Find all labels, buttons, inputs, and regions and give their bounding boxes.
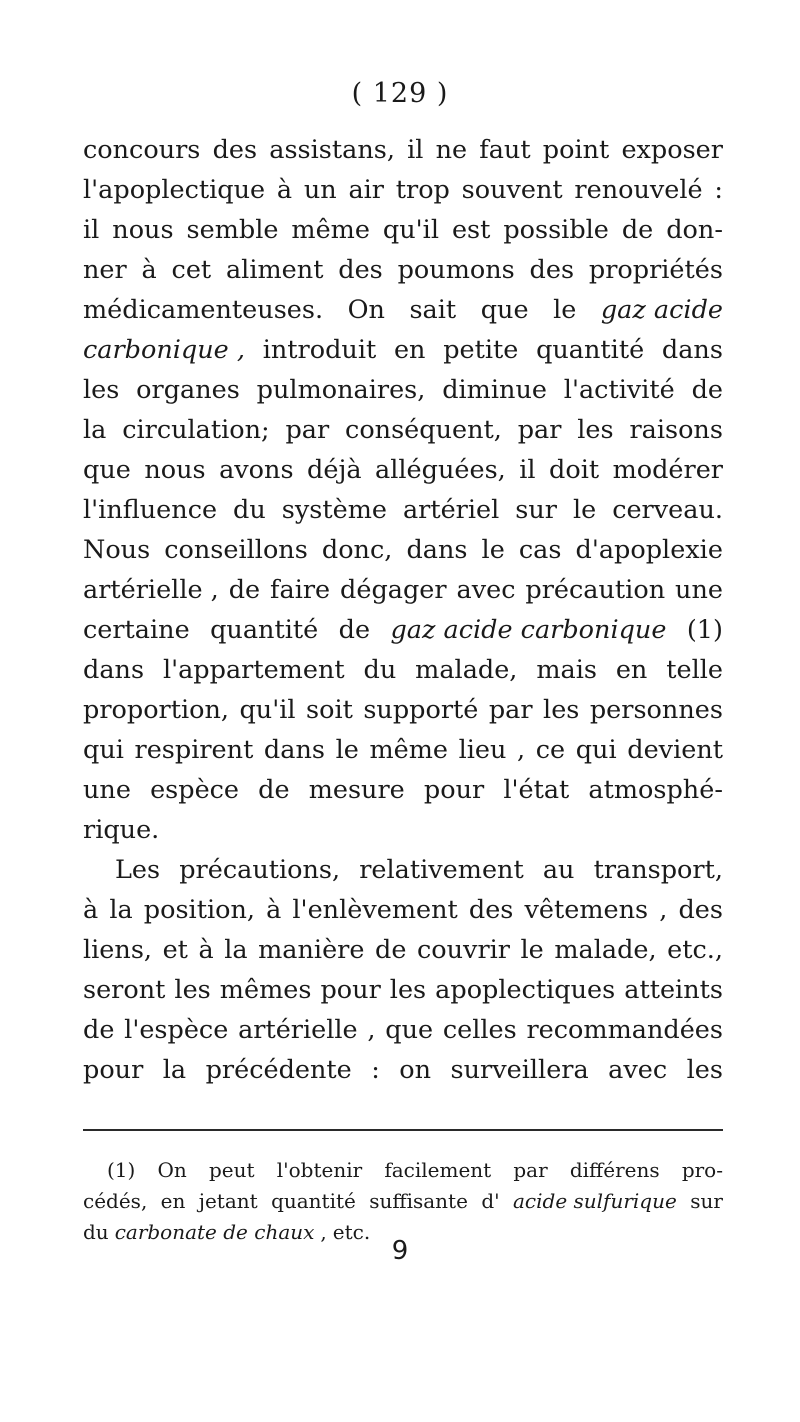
word: lieu <box>458 735 507 765</box>
word: précautions, <box>179 855 341 885</box>
word: vêtemens <box>524 895 649 925</box>
text-line <box>83 810 723 850</box>
word: sait <box>409 295 457 325</box>
word: conseillons <box>164 535 308 565</box>
word: d' <box>481 1189 500 1213</box>
text-line <box>83 610 723 650</box>
word: organes <box>136 375 240 405</box>
signature-mark: 9 <box>391 1236 409 1266</box>
word: une <box>83 775 131 805</box>
word: le <box>572 495 597 525</box>
word: (1) <box>107 1158 136 1182</box>
word: devient <box>627 735 723 765</box>
word: sur <box>690 1189 723 1213</box>
word: des <box>678 895 723 925</box>
word: de <box>258 775 290 805</box>
word: facilement <box>384 1158 492 1182</box>
word: introduit <box>262 335 377 365</box>
word: à <box>266 895 282 925</box>
word: sur <box>515 495 557 525</box>
word: peut <box>208 1158 255 1182</box>
word: petite <box>443 335 519 365</box>
word: les <box>83 375 120 405</box>
word: la <box>162 1055 187 1085</box>
word: (1) <box>686 615 723 645</box>
word: Les <box>115 855 161 885</box>
word: alléguées, <box>375 455 506 485</box>
word: atmosphé- <box>588 775 723 805</box>
word: que <box>83 455 131 485</box>
word: pulmonaires, <box>256 375 426 405</box>
word: le <box>520 935 544 965</box>
word: On <box>347 295 385 325</box>
word: acide sulfurique <box>513 1189 677 1213</box>
word: au <box>542 855 575 885</box>
word: est <box>451 215 491 245</box>
word: à <box>141 255 157 285</box>
word: et <box>162 935 188 965</box>
word: nous <box>112 215 174 245</box>
word: manière <box>258 935 365 965</box>
word: la <box>109 895 133 925</box>
text-line <box>83 410 723 450</box>
word: donc, <box>321 535 393 565</box>
word: celles <box>442 1015 517 1045</box>
word: seront <box>83 975 166 1005</box>
word: de <box>621 215 654 245</box>
word: suffisante <box>369 1189 468 1213</box>
word: qui <box>83 735 124 765</box>
text-line <box>83 890 723 930</box>
word: faire <box>270 575 331 605</box>
word: le <box>481 535 505 565</box>
word: recommandées <box>526 1015 723 1045</box>
word: système <box>281 495 387 525</box>
word: trop <box>395 175 450 205</box>
word: précédente <box>205 1055 352 1085</box>
word: point <box>542 135 610 165</box>
word: l'espèce <box>124 1015 229 1045</box>
word: supporté <box>363 695 479 725</box>
word: une <box>675 575 723 605</box>
word: que <box>385 1015 434 1045</box>
word: espèce <box>150 775 240 805</box>
word: couvrir <box>416 935 510 965</box>
word: des <box>212 135 258 165</box>
word: relativement <box>359 855 524 885</box>
word: dans <box>661 335 723 365</box>
word: que <box>480 295 529 325</box>
word: cédés, <box>83 1189 148 1213</box>
word: cerveau. <box>612 495 723 525</box>
word: des <box>338 255 383 285</box>
word: don- <box>666 215 723 245</box>
word: médicamenteuses. <box>83 295 324 325</box>
word: artériel <box>402 495 500 525</box>
word: soit <box>306 695 353 725</box>
word: même <box>369 735 448 765</box>
word: atteints <box>624 975 723 1005</box>
word: artérielle <box>238 1015 358 1045</box>
word: à <box>83 895 99 925</box>
word: de <box>338 615 371 645</box>
text-line <box>83 730 723 770</box>
word: un <box>303 175 337 205</box>
word: l'activité <box>563 375 675 405</box>
text-line <box>83 690 723 730</box>
word: d'apoplexie <box>575 535 723 565</box>
word: déjà <box>307 455 362 485</box>
word: qui <box>575 735 617 765</box>
word: le <box>553 295 577 325</box>
word: par <box>285 415 330 445</box>
word: artérielle , <box>83 575 219 605</box>
word: on <box>399 1055 432 1085</box>
word: la <box>83 415 107 445</box>
word: possible <box>503 215 609 245</box>
word: concours <box>83 135 201 165</box>
word: pour <box>423 775 485 805</box>
word: carbonique , <box>83 335 245 365</box>
footnote-separator <box>83 1129 723 1131</box>
word: de <box>691 375 723 405</box>
word: il <box>83 215 100 245</box>
word: modérer <box>612 455 723 485</box>
body-text <box>83 130 723 1090</box>
text-line <box>83 450 723 490</box>
word: cas <box>518 535 562 565</box>
word: dégager <box>340 575 447 605</box>
word: mais <box>536 655 597 685</box>
word: de <box>375 935 407 965</box>
word: , <box>320 1220 327 1244</box>
word: nous <box>144 455 206 485</box>
word: carbonate de chaux <box>114 1220 315 1244</box>
text-line <box>83 570 723 610</box>
word: faut <box>479 135 531 165</box>
word: avons <box>219 455 294 485</box>
word: proportion, <box>83 695 230 725</box>
text-line <box>83 850 723 890</box>
word: du <box>233 495 266 525</box>
word: par <box>513 1158 548 1182</box>
word: ne <box>435 135 468 165</box>
word: surveillera <box>450 1055 589 1085</box>
text-line <box>83 490 723 530</box>
word: etc. <box>332 1220 371 1244</box>
word: raisons <box>629 415 723 445</box>
word: ner <box>83 255 127 285</box>
footnote-line <box>83 1155 723 1186</box>
word: gaz acide <box>600 295 723 325</box>
word: , <box>659 895 668 925</box>
word: en <box>615 655 648 685</box>
word: différens <box>569 1158 660 1182</box>
word: ce <box>535 735 566 765</box>
word: gaz acide carbonique <box>390 615 667 645</box>
word: certaine <box>83 615 190 645</box>
text-line <box>83 210 723 250</box>
footnote-line <box>83 1186 723 1217</box>
word: etc., <box>667 935 723 965</box>
word: liens, <box>83 935 153 965</box>
word: les <box>543 695 580 725</box>
word: malade, <box>554 935 657 965</box>
word: des <box>529 255 575 285</box>
word: l'influence <box>83 495 218 525</box>
text-line <box>83 1010 723 1050</box>
word: il <box>519 455 536 485</box>
word: pour <box>83 1055 144 1085</box>
word: même <box>291 215 370 245</box>
word: , <box>517 735 526 765</box>
word: rique. <box>83 815 160 845</box>
word: précaution <box>525 575 666 605</box>
word: exposer <box>621 135 723 165</box>
text-line <box>83 930 723 970</box>
word: malade, <box>415 655 518 685</box>
word: circulation; <box>122 415 270 445</box>
word: diminue <box>442 375 547 405</box>
word: l'enlèvement <box>292 895 458 925</box>
word: dans <box>263 735 325 765</box>
word: en <box>160 1189 186 1213</box>
word: pro- <box>681 1158 723 1182</box>
word: du <box>83 1220 109 1244</box>
word: le <box>335 735 359 765</box>
word: doit <box>549 455 600 485</box>
word: : <box>714 175 723 205</box>
text-line <box>83 970 723 1010</box>
word: avec <box>608 1055 668 1085</box>
word: en <box>393 335 426 365</box>
word: respirent <box>134 735 254 765</box>
text-line <box>83 530 723 570</box>
word: On <box>157 1158 187 1182</box>
word: dans <box>406 535 468 565</box>
word: les <box>389 975 427 1005</box>
word: jetant <box>198 1189 258 1213</box>
text-line <box>83 250 723 290</box>
text-line <box>83 770 723 810</box>
word: pour <box>320 975 381 1005</box>
text-line <box>83 290 723 330</box>
word: personnes <box>589 695 723 725</box>
word: les <box>686 1055 723 1085</box>
word: qu'il <box>382 215 439 245</box>
word: des <box>468 895 514 925</box>
word: les <box>577 415 614 445</box>
word: l'obtenir <box>276 1158 363 1182</box>
word: par <box>488 695 533 725</box>
word: à <box>198 935 214 965</box>
word: quantité <box>536 335 645 365</box>
word: dans <box>83 655 145 685</box>
word: position, <box>143 895 255 925</box>
word: transport, <box>593 855 723 885</box>
word: souvent <box>461 175 563 205</box>
word: l'apoplectique <box>83 175 266 205</box>
word: assistans, <box>269 135 395 165</box>
word: les <box>174 975 211 1005</box>
word: mesure <box>308 775 405 805</box>
text-line <box>83 330 723 370</box>
word: de <box>228 575 261 605</box>
word: , <box>367 1015 376 1045</box>
word: propriétés <box>588 255 723 285</box>
word: quantité <box>210 615 319 645</box>
word: qu'il <box>239 695 296 725</box>
text-line <box>83 650 723 690</box>
word: du <box>363 655 397 685</box>
word: semble <box>186 215 279 245</box>
footnote <box>83 1155 723 1248</box>
word: il <box>407 135 424 165</box>
word: conséquent, <box>345 415 502 445</box>
word: la <box>224 935 248 965</box>
word: par <box>517 415 562 445</box>
word: : <box>371 1055 380 1085</box>
word: aliment <box>225 255 324 285</box>
word: poumons <box>397 255 515 285</box>
word: Nous <box>83 535 151 565</box>
word: mêmes <box>219 975 312 1005</box>
word: quantité <box>271 1189 356 1213</box>
word: air <box>348 175 385 205</box>
word: avec <box>456 575 516 605</box>
text-line <box>83 170 723 210</box>
word: à <box>276 175 293 205</box>
word: l'appartement <box>162 655 345 685</box>
word: l'état <box>503 775 570 805</box>
word: renouvelé <box>574 175 703 205</box>
word: telle <box>666 655 723 685</box>
text-line <box>83 130 723 170</box>
page-number: ( 129 ) <box>351 78 449 109</box>
text-line <box>83 370 723 410</box>
word: cet <box>171 255 212 285</box>
text-line <box>83 1050 723 1090</box>
word: de <box>83 1015 115 1045</box>
word: apoplectiques <box>435 975 616 1005</box>
